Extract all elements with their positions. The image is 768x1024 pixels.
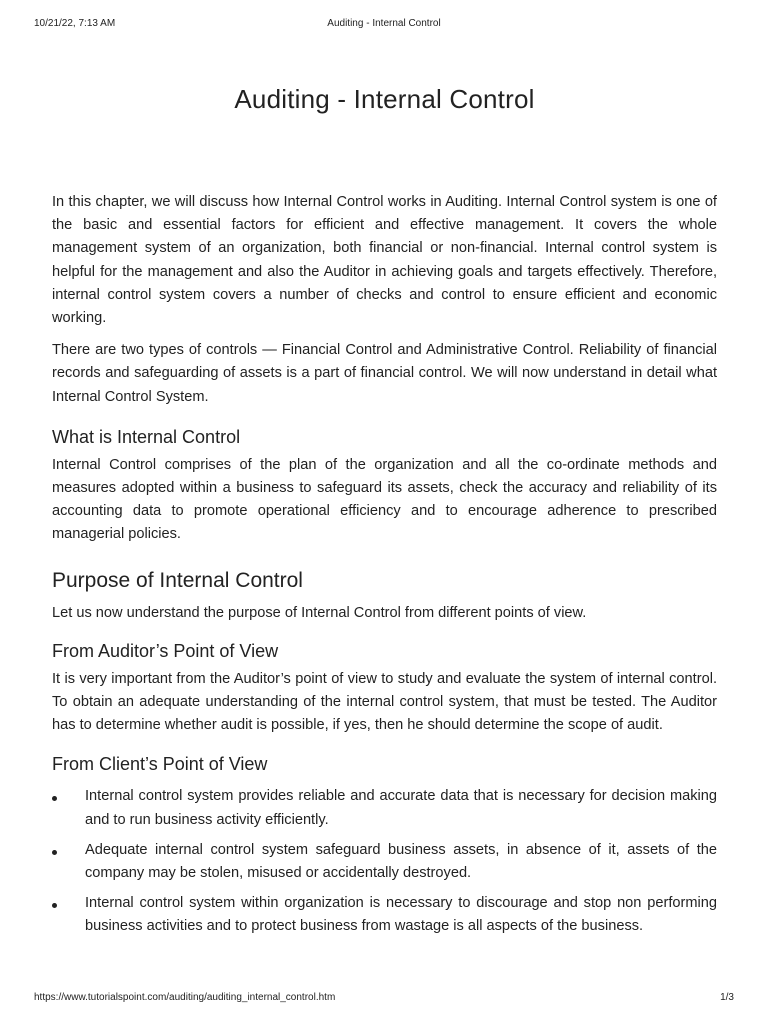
section-heading-client: From Client’s Point of View [52,754,268,775]
page-title: Auditing - Internal Control [234,84,535,114]
list-item [52,785,717,831]
intro-paragraph: There are two types of controls — Financial Control and Administrative Control. Reliability of financial records and safeguarding of assets is a part of financial control. We will now understand in detail what Internal Control System. [52,342,717,405]
list-item-text: Internal control system provides reliable and accurate data that is necessary for decision making and to run business activity efficiently. [85,788,717,828]
list-item-text: Internal control system within organization is necessary to discourage and stop non performing business activities and to protect business from wastage is all aspects of the business. [85,895,717,935]
page-url-link[interactable]: https://www.tutorialspoint.com/auditing/auditing_internal_control.htm [34,992,336,1003]
print-footer [34,991,734,1005]
print-header [34,17,734,31]
print-doc-title: Auditing - Internal Control [327,18,441,29]
section-heading-auditor: From Auditor’s Point of View [52,640,279,661]
what-paragraph: Internal Control comprises of the plan of the organization and all the co-ordinate methods and measures adopted within a business to safeguard its assets, check the accuracy and reliability of its accounting data to promote operational efficiency and to encourage adherence to prescribed managerial policies. [52,456,717,543]
page-number: 1/3 [720,992,734,1003]
purpose-paragraph: Let us now understand the purpose of Internal Control from different points of view. [52,604,587,621]
list-item [52,892,717,938]
print-datetime: 10/21/22, 7:13 AM [34,18,116,29]
intro-paragraph: In this chapter, we will discuss how Internal Control works in Auditing. Internal Control system is one of the basic and essential factors for efficient and effective management. It covers the whole management system of an organization, both financial or non-financial. Internal control system is helpful for the management and also the Auditor in achieving goals and targets effectively. Therefore, internal control system covers a number of checks and control to ensure efficient and economic working. [52,194,717,327]
client-points-list [52,785,717,938]
section-heading-purpose: Purpose of Internal Control [52,568,303,592]
list-item [52,839,717,885]
auditor-paragraph: It is very important from the Auditor’s point of view to study and evaluate the system of internal control. To obtain an adequate understanding of the internal control system, that must be tested. The Auditor has to determine whether audit is possible, if yes, then he should determine the scope of audit. [52,670,717,734]
article [52,82,717,946]
section-heading-what: What is Internal Control [52,426,241,447]
list-item-text: Adequate internal control system safeguard business assets, in absence of it, assets of the company may be stolen, misused or accidentally destroyed. [85,841,717,882]
